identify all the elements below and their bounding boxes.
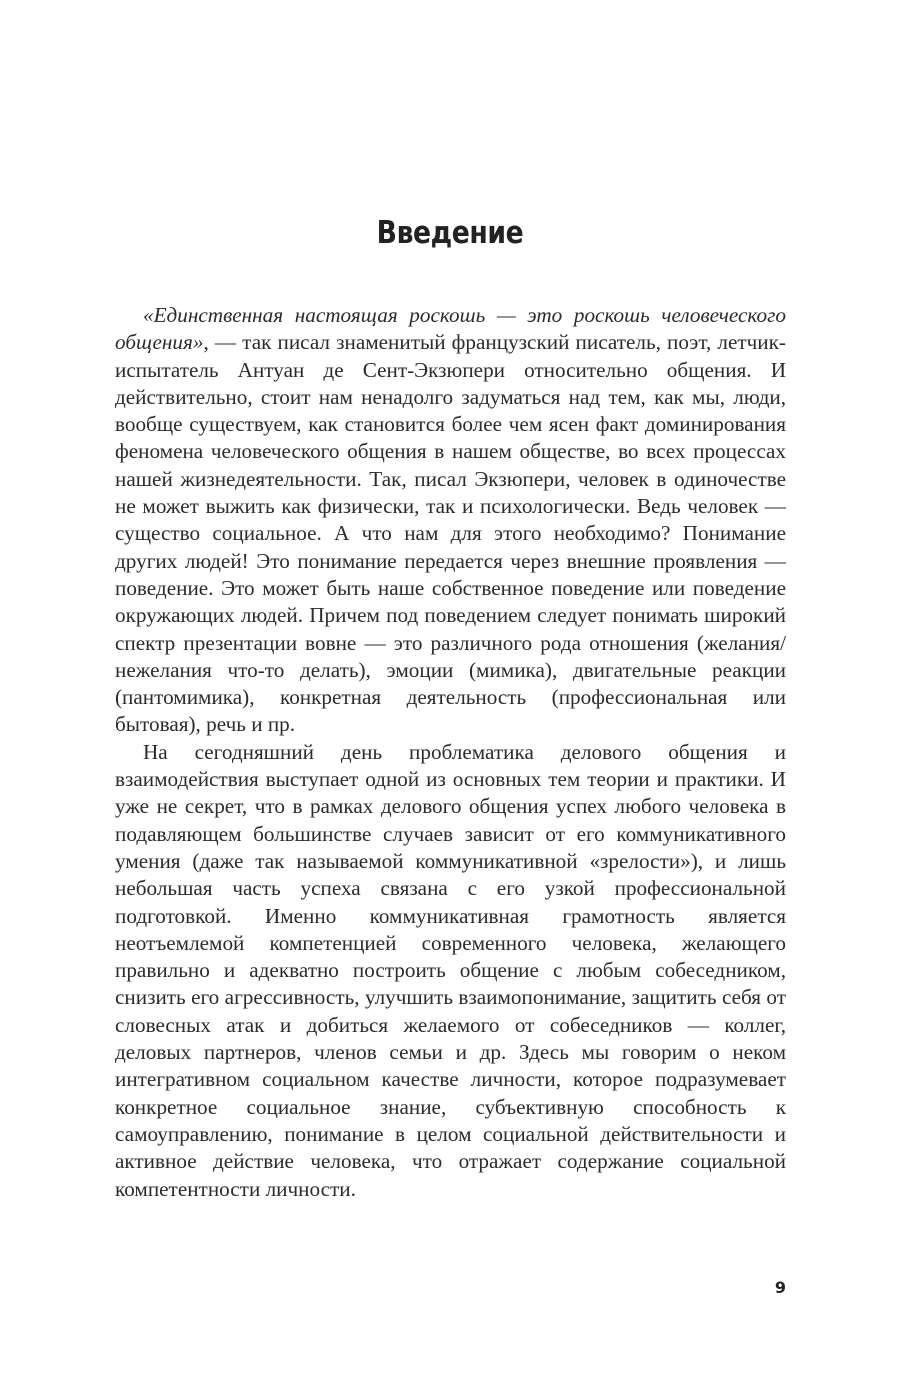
chapter-title: Введение [376,215,524,251]
epigraph-quote: «Единственная настоящая роскошь — это роскошь человеческого общения» [115,303,786,355]
paragraph-2: На сегодняшний день проблематика делового общения и взаимодействия выступает одной из основных тем теории и практики. И уже не секрет, что в рамках делового общения успех любого человека в подавляющем большинстве случаев зависит от его коммуникативного умения (даже так называемой коммуникативной «зрелости»), и лишь небольшая часть успеха связана с его узкой профессиональной подготовкой. Именно коммуникативная грамотность является неотъемлемой компетенцией современного человека, желающего правильно и адекватно построить общение с любым собеседником, снизить его агрессивность, улучшить взаимопонимание, защитить себя от словесных атак и добиться желаемого от собеседников — коллег, деловых партнеров, членов семьи и др. Здесь мы говорим о неком интегративном социальном качестве личности, которое подразумевает конкретное социальное знание, субъективную способность к самоуправлению, понимание в целом социальной действительности и активное действие человека, что отражает содержание социальной компетентности личности. [115,739,786,1201]
paragraph-1-text: , — так писал знаменитый французский писатель, поэт, летчик-испытатель Антуан де Сент-Экзюпери относительно общения. И действительно, стоит нам ненадолго задуматься над тем, как мы, люди, вообще существуем, как становится более чем ясен факт доминирования феномена человеческого общения в нашем обществе, во всех процессах нашей жизнедеятельности. Так, писал Экзюпери, человек в одиночестве не может выжить как физически, так и психологически. Ведь человек — существо социальное. А что нам для этого необходимо? Понимание других людей! Это понимание передается через внешние проявления — поведение. Это может быть наше собственное поведение или поведение окружающих людей. Причем под поведением следует понимать широкий спектр презентации вовне — это различного рода отношения (желания/нежелания что-то делать), эмоции (мимика), двигательные реакции (пантомимика), конкретная деятельность (профессиональная или бытовая), речь и пр. [115,330,786,737]
chapter-body [115,302,786,1203]
paragraph-1 [115,302,786,739]
page-number: 9 [774,1278,786,1297]
